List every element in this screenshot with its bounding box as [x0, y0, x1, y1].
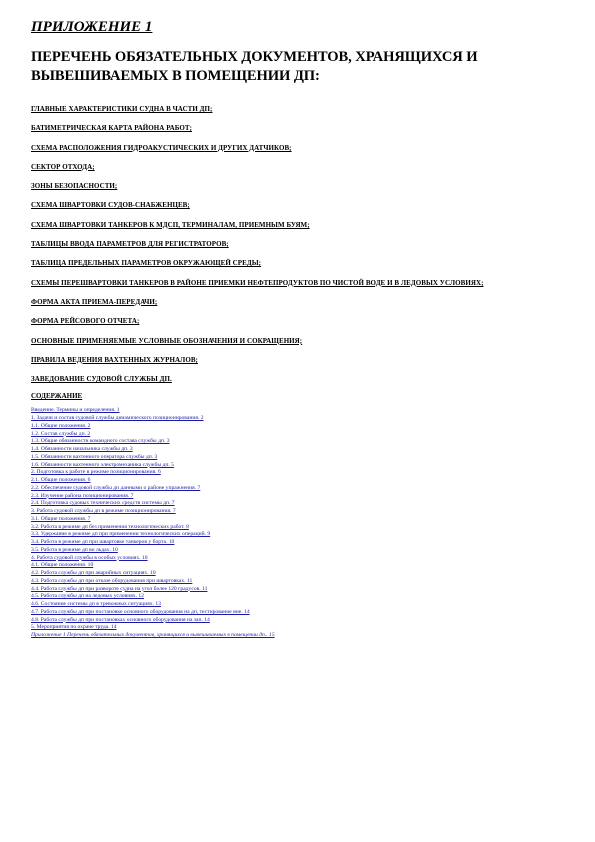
appendix-title: ПРИЛОЖЕНИЕ 1: [31, 19, 153, 35]
toc-entry: [31, 555, 565, 563]
toc-entry: [31, 624, 565, 632]
toc-link[interactable]: 1.4. Обязанности начальника службы дп. 3: [31, 446, 133, 453]
toc-link[interactable]: 1.5. Обязанности вахтенного оператора службы дп. 3: [31, 453, 158, 460]
toc-entry: [31, 531, 565, 539]
toc-entry: [31, 446, 565, 454]
toc-entry: [31, 632, 565, 640]
toc-entry: [31, 469, 565, 477]
document-item: БАТИМЕТРИЧЕСКАЯ КАРТА РАЙОНА РАБОТ;: [31, 124, 192, 133]
document-item: ОСНОВНЫЕ ПРИМЕНЯЕМЫЕ УСЛОВНЫЕ ОБОЗНАЧЕНИЯ И СОКРАЩЕНИЯ;: [31, 336, 303, 345]
toc-entry: [31, 477, 565, 485]
document-item: ПРАВИЛА ВЕДЕНИЯ ВАХТЕННЫХ ЖУРНАЛОВ;: [31, 355, 198, 364]
toc-link[interactable]: Введение. Термины и определения. 1: [31, 407, 120, 414]
toc-link[interactable]: 2.1. Общие положения. 6: [31, 477, 91, 484]
document-item: СХЕМА РАСПОЛОЖЕНИЯ ГИДРОАКУСТИЧЕСКИХ И ДРУГИХ ДАТЧИКОВ;: [31, 143, 292, 152]
document-item: ФОРМА АКТА ПРИЕМА-ПЕРЕДАЧИ;: [31, 297, 158, 306]
toc-link[interactable]: 1.1. Общие положения. 2: [31, 422, 91, 429]
toc-entry: [31, 485, 565, 493]
toc-entry: [31, 516, 565, 524]
toc-entry: [31, 539, 565, 547]
toc-link[interactable]: 3.1. Общие положения. 7: [31, 515, 91, 522]
toc-link[interactable]: 4.1. Общие положения. 10: [31, 562, 94, 569]
toc-link[interactable]: 3.5. Работа в режиме дп во льдах. 10: [31, 546, 118, 553]
toc-entry: [31, 500, 565, 508]
toc-link[interactable]: 4.7. Работа службы дп при постановке основного оборудования на дп, тестирование вне. 14: [31, 608, 250, 615]
toc-entry: [31, 454, 565, 462]
document-item: ФОРМА РЕЙСОВОГО ОТЧЕТА;: [31, 317, 140, 326]
toc-link[interactable]: 4.2. Работа службы дп при аварийных ситуациях. 10: [31, 570, 156, 577]
toc-link[interactable]: 4. Работа судовой службы в особых условиях. 10: [31, 554, 148, 561]
toc-entry: [31, 462, 565, 470]
contents-title: СОДЕРЖАНИЕ: [31, 392, 83, 401]
toc-entry: [31, 407, 565, 415]
table-of-contents: [31, 407, 565, 640]
toc-link[interactable]: 4.8. Работа службы дп при постановках основного оборудования на зап. 14: [31, 616, 210, 623]
document-item: СЕКТОР ОТХОДА;: [31, 162, 95, 171]
toc-link[interactable]: 1. Задачи и состав судовой службы динамического позиционирования. 2: [31, 415, 204, 422]
toc-entry: [31, 423, 565, 431]
toc-entry: [31, 586, 565, 594]
toc-entry: [31, 438, 565, 446]
toc-link[interactable]: 4.4. Работа службы дп при развороте судна на угол более 120 градусов. 11: [31, 585, 208, 592]
toc-link[interactable]: 2.3. Изучение района позиционирования. 7: [31, 492, 134, 499]
toc-entry: [31, 570, 565, 578]
toc-entry: [31, 609, 565, 617]
toc-link[interactable]: 1.6. Обязанности вахтенного электромеханика службы дп. 5: [31, 461, 174, 468]
toc-link[interactable]: 5. Мероприятия по охране труда. 14: [31, 624, 117, 631]
document-item: ГЛАВНЫЕ ХАРАКТЕРИСТИКИ СУДНА В ЧАСТИ ДП;: [31, 105, 213, 113]
toc-link[interactable]: 3.3. Удержание в режиме дп при применении технологических операций. 9: [31, 531, 211, 538]
toc-link[interactable]: 2.2. Обеспечение судовой службы дп данными о районе упражнения. 7: [31, 484, 201, 491]
document-item: СХЕМА ШВАРТОВКИ ТАНКЕРОВ К МДСП, ТЕРМИНАЛАМ, ПРИЕМНЫМ БУЯМ;: [31, 220, 310, 229]
toc-link[interactable]: 4.6. Состояние системы дп в тревожных ситуациях. 13: [31, 601, 161, 608]
toc-link[interactable]: 4.5. Работа службы дп на ледовых условиях. 12: [31, 593, 144, 600]
toc-entry: [31, 415, 565, 423]
toc-link[interactable]: 4.3. Работа службы дп при отказе оборудования при швартовках. 11: [31, 577, 193, 584]
toc-link[interactable]: 2. Подготовка к работе в режиме позиционирования. 6: [31, 469, 161, 476]
toc-entry: [31, 593, 565, 601]
toc-entry: [31, 508, 565, 516]
document-item: ТАБЛИЦЫ ВВОДА ПАРАМЕТРОВ ДЛЯ РЕГИСТРАТОРОВ;: [31, 240, 229, 249]
toc-link[interactable]: 3.2. Работа в режиме дп без применения технологических работ. 8: [31, 523, 189, 530]
toc-entry: [31, 601, 565, 609]
main-heading: ПЕРЕЧЕНЬ ОБЯЗАТЕЛЬНЫХ ДОКУМЕНТОВ, ХРАНЯЩИХСЯ И ВЫВЕШИВАЕМЫХ В ПОМЕЩЕНИИ ДП:: [31, 49, 478, 84]
toc-link[interactable]: 3.4. Работа в режиме дп при швартовке танкеров у борта. 10: [31, 539, 175, 546]
toc-entry: [31, 547, 565, 555]
toc-link[interactable]: 2.4. Подготовка судовых технических средств системы дп. 7: [31, 500, 175, 507]
document-list: [31, 105, 565, 384]
document-item: ЗАВЕДОВАНИЕ СУДОВОЙ СЛУЖБЫ ДП.: [31, 375, 172, 384]
document-item: СХЕМА ШВАРТОВКИ СУДОВ-СНАБЖЕНЦЕВ;: [31, 201, 190, 210]
toc-entry: [31, 617, 565, 625]
toc-entry: [31, 431, 565, 439]
toc-link[interactable]: 1.3. Общие обязанности командного состава службы дп. 3: [31, 438, 170, 445]
toc-link[interactable]: 1.2. Состав службы дп. 2: [31, 430, 91, 437]
toc-entry: [31, 578, 565, 586]
toc-entry: [31, 562, 565, 570]
toc-link[interactable]: Приложение 1 Перечень обязательных документов, хранящихся и вывешиваемых в помещении дп.. 15: [31, 632, 275, 639]
document-item: ЗОНЫ БЕЗОПАСНОСТИ;: [31, 182, 118, 191]
document-item: ТАБЛИЦА ПРЕДЕЛЬНЫХ ПАРАМЕТРОВ ОКРУЖАЮЩЕЙ СРЕДЫ;: [31, 259, 262, 268]
document-item: СХЕМЫ ПЕРЕШВАРТОВКИ ТАНКЕРОВ В РАЙОНЕ ПРИЕМКИ НЕФТЕПРОДУКТОВ ПО ЧИСТОЙ ВОДЕ И В ЛЕДОВЫХ УСЛОВИЯХ;: [31, 278, 484, 287]
toc-link[interactable]: 3. Работа судовой службы дп в режиме позиционирования. 7: [31, 508, 176, 515]
toc-entry: [31, 493, 565, 501]
toc-entry: [31, 524, 565, 532]
